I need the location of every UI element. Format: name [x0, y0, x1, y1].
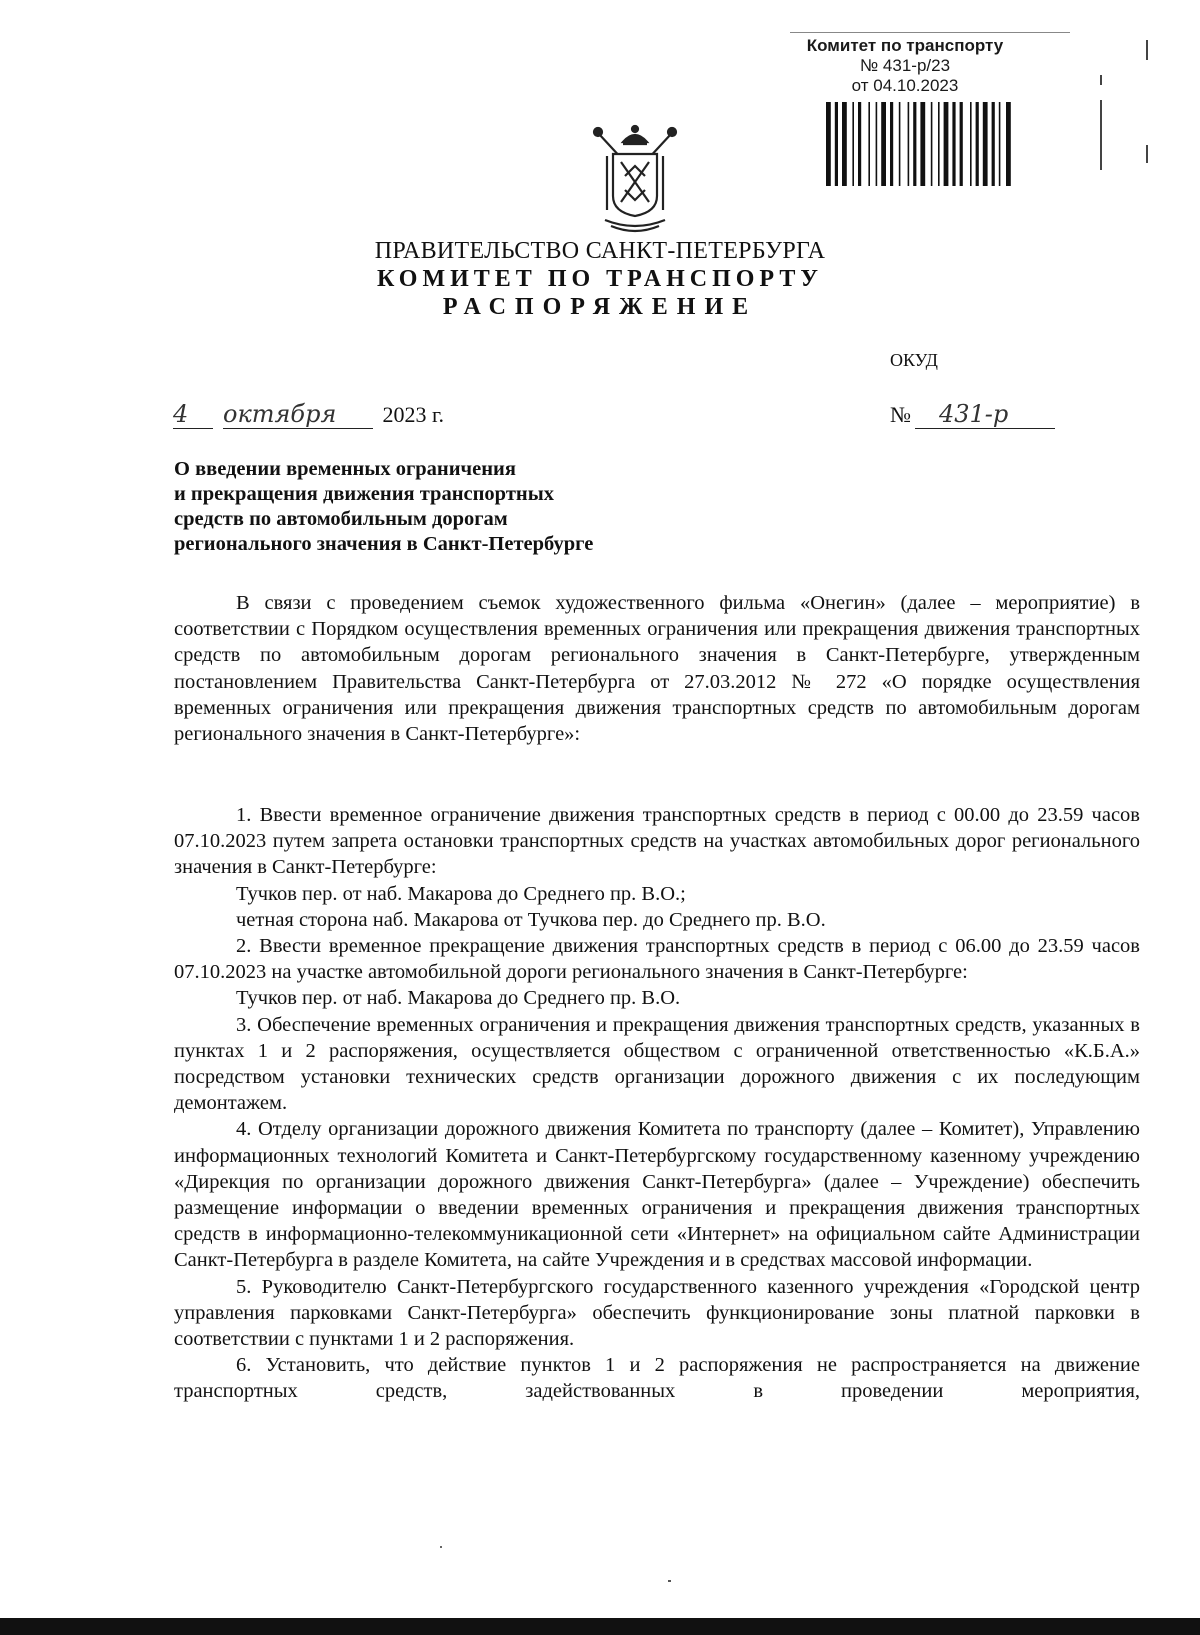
- number-line: [890, 400, 1055, 429]
- stamp-line-2: № 431-р/23: [859, 56, 951, 75]
- barcode-bar: [913, 102, 916, 186]
- barcode-bar: [931, 102, 933, 186]
- intro-paragraph: В связи с проведением съемок художественного фильма «Онегин» (далее – мероприятие) в соответствии с Порядком осуществления временных ограничения или прекращения движения транспортных средств по автомобильным дорогам регионального значения в Санкт-Петербурге, утвержденным постановлением Правительства Санкт-Петербурга от 27.03.2012 № 272 «О порядке осуществления временных ограничения или прекращения движения транспортных средств по автомобильным дорогам регионального значения в Санкт-Петербурге»:: [174, 592, 1140, 746]
- stamp-line-3: от 04.10.2023: [851, 76, 959, 95]
- document-title: [174, 457, 593, 557]
- barcode-bar: [881, 102, 886, 186]
- handwritten-number: 431-р: [939, 400, 1009, 428]
- title-line: О введении временных ограничения: [174, 458, 516, 480]
- item-3-paragraph: 3. Обеспечение временных ограничения и прекращения движения транспортных средств, указанных в пунктах 1 и 2 распоряжения, осуществляется обществом с ограниченной ответственностью «К.Б.А.» посредством установки технических средств организации дорожного движения с их последующим демонтажем.: [174, 1013, 1140, 1115]
- scan-edge-mark: [1146, 40, 1148, 60]
- item-1-location-a: Тучков пер. от наб. Макарова до Среднего пр. В.О.;: [236, 882, 686, 905]
- barcode-bar: [960, 102, 963, 186]
- date-year: 2023 г.: [382, 402, 445, 427]
- document-type: РАСПОРЯЖЕНИЕ: [442, 294, 758, 320]
- item-2-paragraph: 2. Ввести временное прекращение движения транспортных средств в период с 06.00 до 23.59 часов 07.10.2023 на участке автомобильной дороги регионального значения в Санкт-Петербурге:: [174, 935, 1140, 984]
- item-5-paragraph: 5. Руководителю Санкт-Петербургского государственного казенного учреждения «Городской центр управления парковками Санкт-Петербурга» обеспечить функционирование зоны платной парковки в соответствии с пунктами 1 и 2 распоряжения.: [174, 1275, 1140, 1351]
- body-intro: [174, 590, 1140, 747]
- number-prefix: №: [890, 402, 911, 427]
- barcode: [826, 102, 1016, 186]
- date-line: [173, 400, 444, 429]
- registration-stamp: [790, 36, 1020, 96]
- barcode-bar: [999, 102, 1001, 186]
- barcode-bar: [908, 102, 910, 186]
- body-items: [174, 802, 1140, 1405]
- item-1-paragraph: 1. Ввести временное ограничение движения транспортных средств в период с 00.00 до 23.59 часов 07.10.2023 путем запрета остановки транспортных средств на участках автомобильных дорог регионального значения в Санкт-Петербурге:: [174, 804, 1140, 879]
- title-line: и прекращения движения транспортных: [174, 483, 554, 505]
- barcode-bar: [944, 102, 949, 186]
- scan-dot: [668, 1580, 671, 1582]
- stamp-line-1: Комитет по транспорту: [806, 36, 1004, 55]
- barcode-bar: [835, 102, 838, 186]
- item-1-location-b: четная сторона наб. Макарова от Тучкова пер. до Среднего пр. В.О.: [236, 908, 826, 931]
- barcode-bar: [1006, 102, 1011, 186]
- scan-edge-mark: [1100, 75, 1102, 85]
- item-4-paragraph: 4. Отделу организации дорожного движения Комитета по транспорту (далее – Комитет), Управлению информационных технологий Комитета и Санкт-Петербургскому государственному казенному учреждению «Дирекция по организации дорожного движения Санкт-Петербурга» (далее – Учреждение) обеспечить размещение информации о введении временных ограничения и прекращения движения транспортных средств в информационно-телекоммуникационной сети «Интернет» на официальном сайте Администрации Санкт-Петербурга в разделе Комитета, на сайте Учреждения и в средствах массовой информации.: [174, 1118, 1140, 1272]
- okud-label: ОКУД: [890, 350, 938, 370]
- barcode-bar: [976, 102, 979, 186]
- barcode-bar: [983, 102, 988, 186]
- barcode-bar: [858, 102, 861, 186]
- barcode-bar: [890, 102, 893, 186]
- scan-bottom-edge: [0, 1618, 1200, 1635]
- item-6-paragraph: 6. Установить, что действие пунктов 1 и 2 распоряжения не распространяется на движение транспортных средств, задействованных в проведении мероприятия,: [174, 1354, 1140, 1403]
- barcode-bar: [970, 102, 972, 186]
- handwritten-month: октября: [223, 400, 337, 428]
- barcode-bar: [868, 102, 870, 186]
- coat-of-arms-emblem: [585, 120, 685, 238]
- barcode-bar: [842, 102, 847, 186]
- barcode-bar: [992, 102, 995, 186]
- barcode-bar: [826, 102, 831, 186]
- government-name: ПРАВИТЕЛЬСТВО САНКТ-ПЕТЕРБУРГА: [374, 238, 826, 264]
- title-line: регионального значения в Санкт-Петербурге: [174, 533, 594, 555]
- barcode-bar: [952, 102, 955, 186]
- scan-dot: [440, 1546, 442, 1548]
- barcode-bar: [938, 102, 940, 186]
- barcode-bar: [920, 102, 925, 186]
- title-line: средств по автомобильным дорогам: [174, 508, 508, 530]
- committee-name: КОМИТЕТ ПО ТРАНСПОРТУ: [377, 266, 823, 292]
- item-2-location-a: Тучков пер. от наб. Макарова до Среднего пр. В.О.: [236, 987, 681, 1010]
- barcode-bar: [876, 102, 878, 186]
- scan-edge-mark: [1100, 100, 1102, 170]
- barcode-bar: [852, 102, 854, 186]
- barcode-bar: [899, 102, 901, 186]
- handwritten-day: 4: [173, 400, 189, 428]
- scan-edge-mark: [1146, 145, 1148, 163]
- scan-top-line: [790, 32, 1070, 33]
